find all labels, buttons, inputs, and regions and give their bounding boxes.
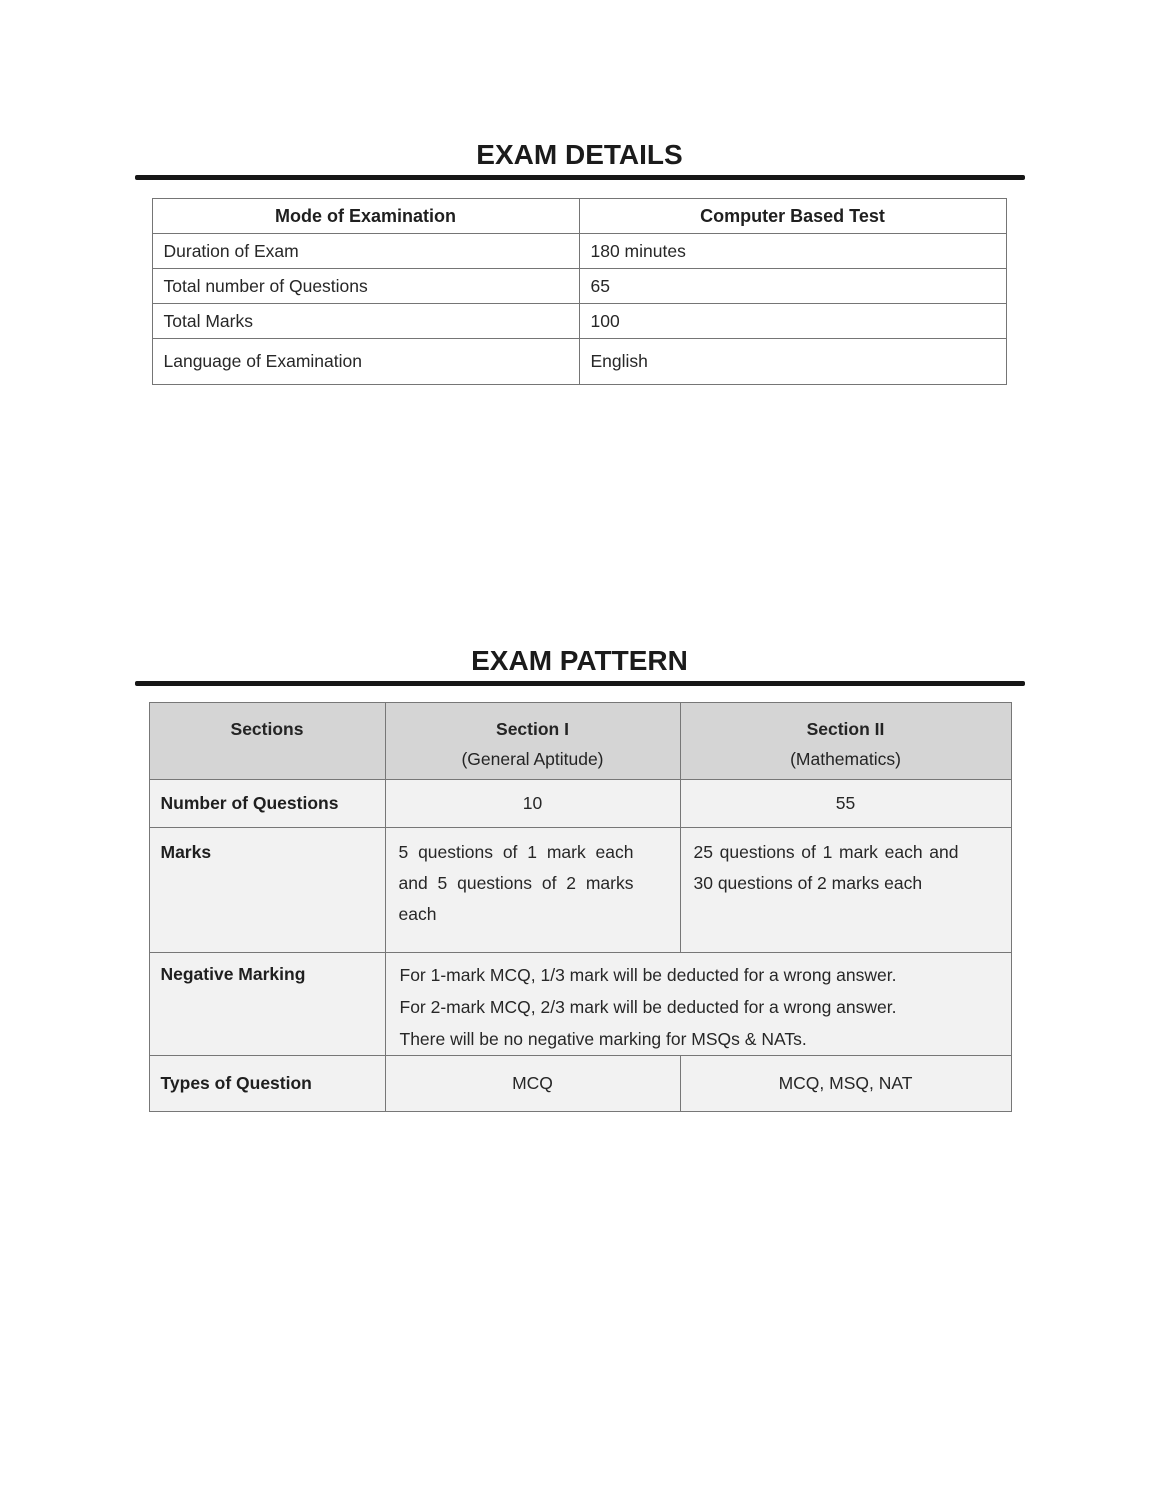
row-label: Language of Examination <box>152 339 579 385</box>
row-label: Total number of Questions <box>152 269 579 304</box>
types-of-question-section1: MCQ <box>385 1056 680 1112</box>
negative-marking-line-3: There will be no negative marking for MSQs & NATs. <box>399 1029 807 1049</box>
sections-header-label: Sections <box>230 719 304 739</box>
negative-marking-label: Negative Marking <box>149 953 385 1056</box>
marks-section2 <box>680 828 1011 953</box>
marks-section1 <box>385 828 680 953</box>
exam-pattern-title: EXAM PATTERN <box>471 645 688 676</box>
section1-header-cell <box>385 703 680 780</box>
row-types-of-question <box>149 1056 1011 1112</box>
exam-pattern-header-row <box>149 703 1011 780</box>
exam-pattern-section <box>135 646 1025 1112</box>
number-of-questions-section2: 55 <box>680 780 1011 828</box>
marks-label: Marks <box>149 828 385 953</box>
row-value: 100 <box>579 304 1006 339</box>
section1-header-subtitle: (General Aptitude) <box>461 749 604 769</box>
row-value: 180 minutes <box>579 234 1006 269</box>
row-marks <box>149 828 1011 953</box>
section1-header-title: Section I <box>496 719 569 739</box>
table-row-total-marks <box>152 304 1006 339</box>
row-value: English <box>579 339 1006 385</box>
table-row-total-questions <box>152 269 1006 304</box>
section2-header-title: Section II <box>806 719 885 739</box>
negative-marking-line-1: For 1-mark MCQ, 1/3 mark will be deducted for a wrong answer. <box>399 965 897 985</box>
exam-details-title: EXAM DETAILS <box>476 139 683 170</box>
row-number-of-questions <box>149 780 1011 828</box>
row-label: Duration of Exam <box>152 234 579 269</box>
exam-details-section <box>135 140 1025 385</box>
marks-section1-text: 5 questions of 1 mark each and 5 questions of 2 marks each <box>398 842 634 924</box>
table-row-language <box>152 339 1006 385</box>
row-negative-marking <box>149 953 1011 1056</box>
negative-marking-details <box>385 953 1011 1056</box>
mode-of-examination-header: Mode of Examination <box>152 199 579 234</box>
types-of-question-section2: MCQ, MSQ, NAT <box>680 1056 1011 1112</box>
section2-header-subtitle: (Mathematics) <box>790 749 901 769</box>
exam-pattern-table <box>149 702 1012 1112</box>
row-label: Total Marks <box>152 304 579 339</box>
computer-based-test-header: Computer Based Test <box>579 199 1006 234</box>
sections-header-cell <box>149 703 385 780</box>
table-row-duration <box>152 234 1006 269</box>
document-page <box>135 0 1025 1112</box>
exam-details-table <box>152 198 1007 385</box>
exam-details-divider <box>135 175 1025 180</box>
negative-marking-line-2: For 2-mark MCQ, 2/3 mark will be deducted for a wrong answer. <box>399 997 897 1017</box>
marks-section2-text: 25 questions of 1 mark each and 30 questions of 2 marks each <box>693 842 959 893</box>
exam-details-header-row <box>152 199 1006 234</box>
number-of-questions-label: Number of Questions <box>149 780 385 828</box>
number-of-questions-section1: 10 <box>385 780 680 828</box>
exam-pattern-divider <box>135 681 1025 686</box>
row-value: 65 <box>579 269 1006 304</box>
types-of-question-label: Types of Question <box>149 1056 385 1112</box>
section2-header-cell <box>680 703 1011 780</box>
